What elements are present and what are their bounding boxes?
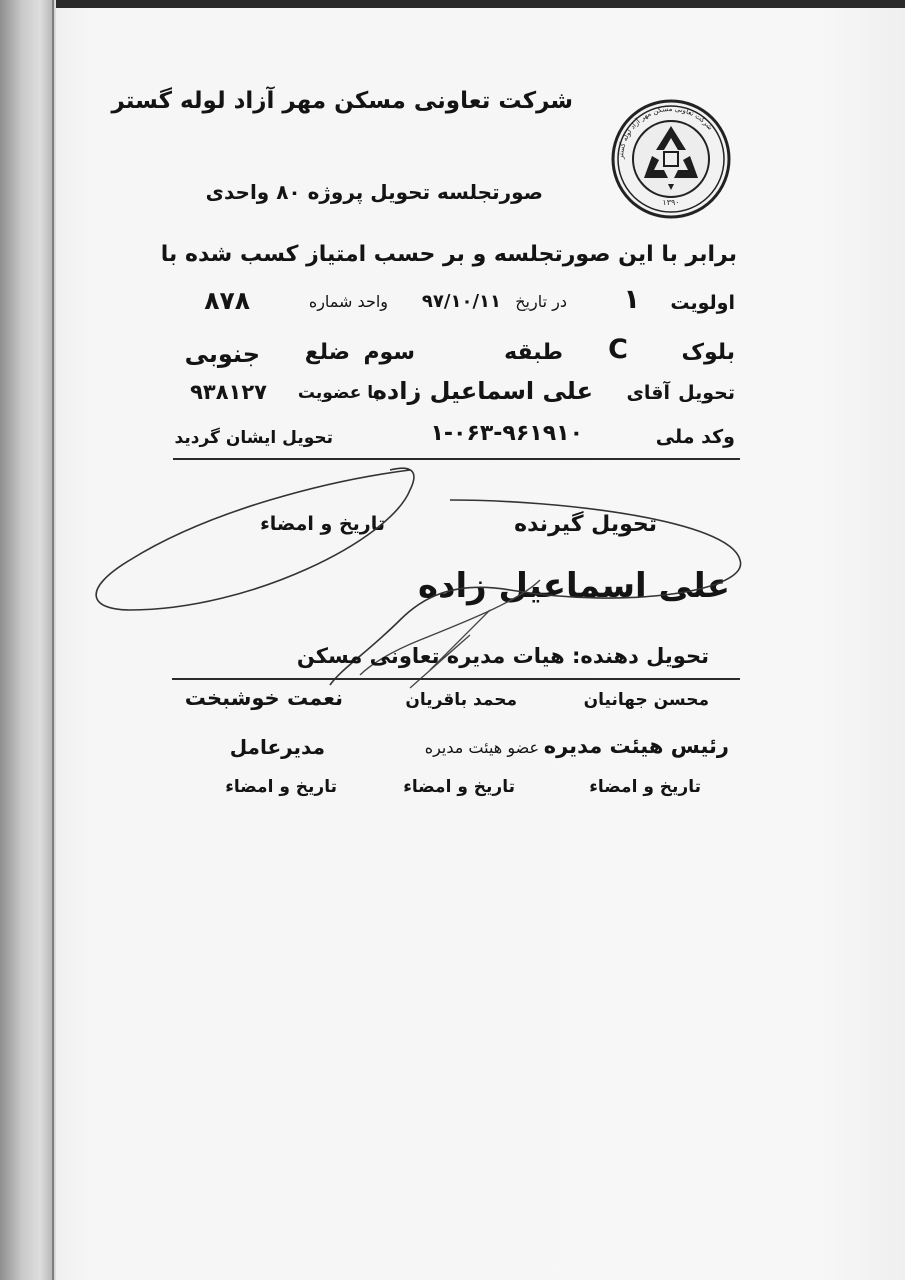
block-label: بلوک [681, 340, 735, 365]
block-value: C [608, 334, 628, 365]
intro-line: برابر با این صورتجلسه و بر حسب امتیاز کسب شده با [160, 242, 737, 267]
member-role-3: مدیرعامل [229, 735, 325, 759]
side-value: جنوبی [184, 340, 260, 368]
side-label: ضلع [304, 340, 350, 365]
member-role-1: رئیس هیئت مدیره [543, 734, 729, 758]
receiver-label: تحویل گیرنده [514, 512, 657, 537]
floor-label: طبقه [504, 340, 563, 365]
member-date-sign-3: تاریخ و امضاء [225, 777, 337, 797]
national-code-value: ۱-۰۶۳-۹۶۱۹۱۰ [430, 421, 583, 446]
member-name-3: نعمت خوشبخت [184, 686, 343, 710]
membership-value: ۹۳۸۱۲۷ [190, 380, 267, 404]
unit-value: ۸۷۸ [204, 286, 250, 315]
receiver-date-sign: تاریخ و امضاء [260, 513, 385, 535]
membership-label: با عضویت [297, 383, 380, 403]
document-title: صورتجلسه تحویل پروژه ۸۰ واحدی [205, 180, 543, 204]
recycle-seal-icon [610, 98, 732, 220]
seal-text: شرکت تعاونی مسکن مهر آزاد لوله گستر [616, 104, 715, 160]
delivered-text: تحویل ایشان گردید [174, 428, 333, 448]
member-name-2: محمد باقریان [405, 690, 517, 710]
divider-bottom [172, 678, 740, 680]
date-label: در تاریخ [515, 292, 567, 311]
delivery-label: تحویل [678, 382, 735, 404]
unit-label: واحد شماره [308, 292, 388, 311]
floor-value: سوم [363, 340, 415, 365]
priority-label: اولویت [670, 292, 735, 314]
member-date-sign-2: تاریخ و امضاء [403, 777, 515, 797]
member-role-2: عضو هیئت مدیره [424, 738, 539, 757]
date-value: ۹۷/۱۰/۱۱ [421, 291, 501, 312]
national-code-label: وکد ملی [655, 426, 735, 448]
priority-value: ۱ [623, 284, 640, 315]
receiver-name: علی اسماعیل زاده [417, 566, 730, 606]
mr-label: آقای [626, 382, 670, 404]
seal-year: ۱۳۹۰ [662, 198, 680, 207]
deliverer-label: تحویل دهنده: هیات مدیره تعاونی مسکن [296, 644, 709, 668]
company-name: شرکت تعاونی مسکن مهر آزاد لوله گستر [111, 88, 573, 114]
recipient-name: علی اسماعیل زاده [372, 377, 593, 405]
member-name-1: محسن جهانیان [583, 690, 709, 710]
binding-fold-line [52, 0, 54, 1280]
member-date-sign-1: تاریخ و امضاء [589, 777, 701, 797]
page-top-edge [40, 0, 905, 8]
binding-spine [0, 0, 56, 1280]
